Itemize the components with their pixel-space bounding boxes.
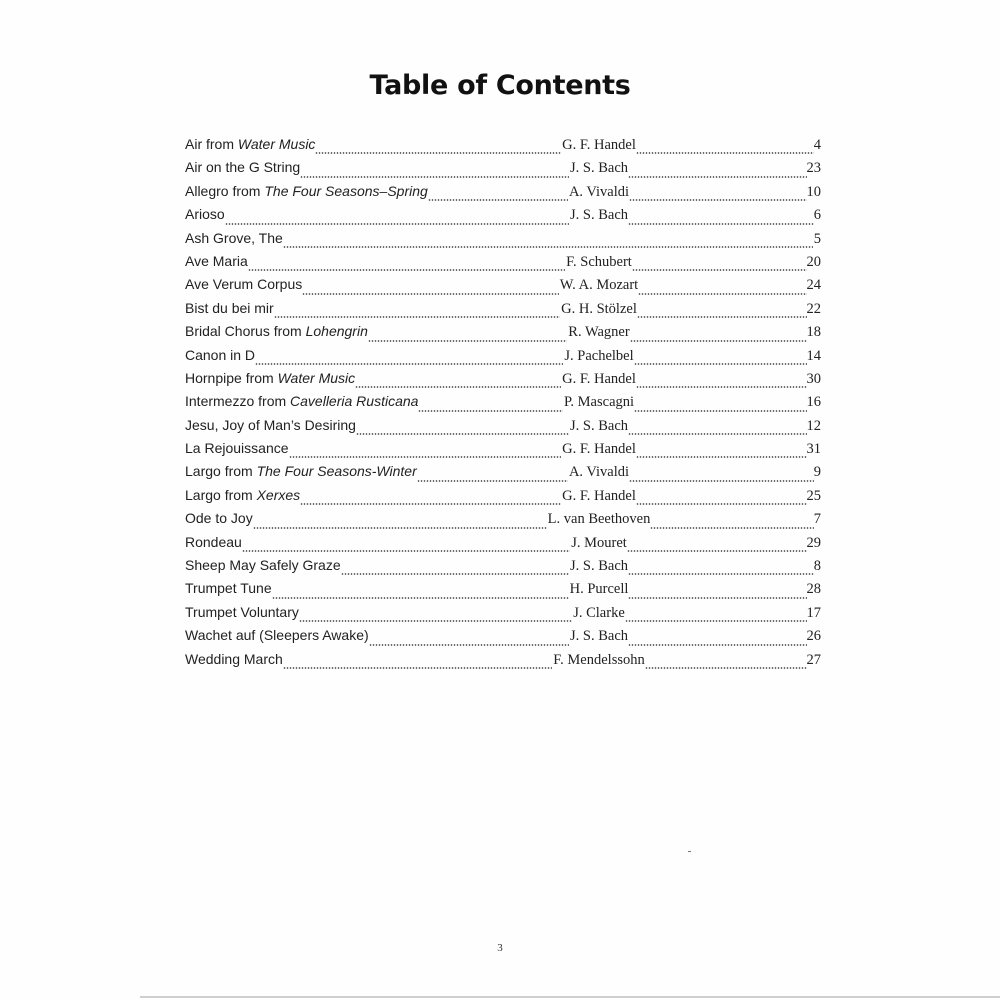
toc-entry xyxy=(185,183,821,206)
toc-page-number: 17 xyxy=(806,604,821,621)
dot-leader xyxy=(272,597,569,599)
toc-piece-title xyxy=(185,206,225,222)
toc-piece-title xyxy=(185,230,283,246)
toc-piece-title xyxy=(185,393,418,409)
toc-piece-title-text: Allegro from xyxy=(185,182,265,199)
toc-piece-title-text: Wedding March xyxy=(185,650,283,667)
dot-leader xyxy=(628,176,807,178)
dot-leader xyxy=(636,503,807,505)
toc-composer: F. Mendelssohn xyxy=(553,651,645,668)
toc-piece-title-italic: Cavelleria Rusticana xyxy=(290,393,419,410)
toc-piece-title-text: Largo from xyxy=(185,463,257,480)
dot-leader xyxy=(628,644,807,646)
toc-entry xyxy=(185,159,821,182)
dot-leader xyxy=(625,620,807,622)
toc-composer: R. Wagner xyxy=(568,324,630,341)
toc-piece-title xyxy=(185,417,356,433)
dot-leader xyxy=(253,527,547,529)
dot-leader xyxy=(369,644,569,646)
toc-page-number: 23 xyxy=(806,160,821,177)
toc-page-number: 20 xyxy=(806,253,821,270)
dot-leader xyxy=(300,176,569,178)
dot-leader xyxy=(417,480,568,482)
toc-composer: F. Schubert xyxy=(566,253,632,270)
toc-composer: G. H. Stölzel xyxy=(561,300,637,317)
toc-piece-title-italic: Lohengrin xyxy=(305,323,368,340)
dot-leader xyxy=(356,433,569,435)
toc-composer: G. F. Handel xyxy=(562,441,636,458)
dot-leader xyxy=(355,386,561,388)
toc-entry xyxy=(185,206,821,229)
toc-piece-title xyxy=(185,136,315,152)
toc-composer: J. Clarke xyxy=(573,604,625,621)
toc-page-number: 28 xyxy=(806,581,821,598)
toc-piece-title-text: Rondeau xyxy=(185,533,242,550)
toc-piece-title xyxy=(185,627,369,643)
toc-piece-title xyxy=(185,183,428,199)
toc-page-number: 4 xyxy=(813,137,821,153)
toc-entry xyxy=(185,347,821,370)
toc-piece-title xyxy=(185,159,300,175)
toc-piece-title xyxy=(185,253,248,269)
toc-piece-title-italic: The Four Seasons–Spring xyxy=(264,182,428,199)
toc-entry xyxy=(185,417,821,440)
dot-leader xyxy=(299,620,572,622)
dot-leader xyxy=(418,410,563,412)
toc-composer: J. Mouret xyxy=(571,534,627,551)
toc-piece-title-text: Jesu, Joy of Man’s Desiring xyxy=(185,416,356,433)
toc-page-number: 24 xyxy=(806,277,821,294)
dot-leader xyxy=(283,246,813,248)
toc-piece-title-text: Air from xyxy=(185,136,238,152)
toc-page-number: 5 xyxy=(813,230,821,247)
toc-page-number: 25 xyxy=(806,487,821,504)
page-number: 3 xyxy=(497,942,503,954)
toc-composer: G. F. Handel xyxy=(562,137,636,153)
dot-leader xyxy=(628,223,814,225)
toc-entry xyxy=(185,440,821,463)
toc-composer: J. Pachelbel xyxy=(564,347,634,364)
toc-piece-title-italic: Xerxes xyxy=(256,486,301,503)
toc-piece-title xyxy=(185,347,255,363)
toc-piece-title-text: Ave Maria xyxy=(185,252,248,269)
toc-entry xyxy=(185,370,821,393)
toc-entry xyxy=(185,487,821,510)
toc-piece-title-text: Bist du bei mir xyxy=(185,299,274,316)
dot-leader xyxy=(274,316,560,318)
toc-piece-title-text: Trumpet Voluntary xyxy=(185,603,299,620)
toc-piece-title-text: La Rejouissance xyxy=(185,440,289,457)
dot-leader xyxy=(630,340,807,342)
toc-entry xyxy=(185,510,821,533)
toc-page-number: 6 xyxy=(813,207,821,224)
toc-entry xyxy=(185,463,821,486)
toc-page-number: 27 xyxy=(806,651,821,668)
toc-piece-title-italic: Water Music xyxy=(237,136,316,152)
toc-piece-title-text: Sheep May Safely Graze xyxy=(185,557,341,574)
toc-entry xyxy=(185,580,821,603)
toc-composer: G. F. Handel xyxy=(562,487,636,504)
toc-piece-title xyxy=(185,463,417,479)
toc-piece-title-text: Canon in D xyxy=(185,346,256,363)
dot-leader xyxy=(629,480,814,482)
toc-piece-title-text: Ash Grove, The xyxy=(185,229,283,246)
dot-leader xyxy=(315,152,561,154)
dot-leader xyxy=(645,667,807,669)
dot-leader xyxy=(636,386,807,388)
scan-edge xyxy=(140,996,1000,998)
toc-entry xyxy=(185,300,821,323)
dot-leader xyxy=(650,527,813,529)
toc-entry xyxy=(185,534,821,557)
toc-piece-title-text: Ode to Joy xyxy=(185,510,253,527)
toc-piece-title xyxy=(185,651,283,667)
toc-piece-title-text: Air on the G String xyxy=(185,159,301,176)
toc-piece-title-text: Bridal Chorus from xyxy=(185,323,306,340)
toc-piece-title xyxy=(185,534,242,550)
toc-composer: J. S. Bach xyxy=(570,558,628,575)
dot-leader xyxy=(628,433,807,435)
dot-leader xyxy=(341,573,569,575)
toc-piece-title-text: Largo from xyxy=(185,486,257,503)
toc-composer: J. S. Bach xyxy=(570,207,628,224)
dot-leader xyxy=(255,363,563,365)
toc-page-number: 7 xyxy=(813,511,821,528)
toc-composer: H. Purcell xyxy=(569,581,629,598)
toc-page-number: 10 xyxy=(806,183,821,200)
toc-piece-title xyxy=(185,557,341,573)
toc-piece-title xyxy=(185,370,355,386)
toc-composer: L. van Beethoven xyxy=(547,511,651,528)
toc-page-number: 31 xyxy=(806,441,821,458)
toc-piece-title xyxy=(185,487,300,503)
toc-piece-title-text: Intermezzo from xyxy=(185,393,291,410)
dot-leader xyxy=(283,667,552,669)
toc-piece-title xyxy=(185,276,302,292)
toc-piece-title xyxy=(185,440,289,456)
toc-piece-title-text: Ave Verum Corpus xyxy=(185,276,303,293)
toc-entry xyxy=(185,136,821,159)
dot-leader xyxy=(627,550,807,552)
toc-page-number: 26 xyxy=(806,628,821,645)
toc-composer: G. F. Handel xyxy=(562,370,636,387)
dot-leader xyxy=(242,550,570,552)
dot-leader xyxy=(368,340,567,342)
toc-piece-title-text: Arioso xyxy=(185,206,225,223)
toc-page-number: 9 xyxy=(813,464,821,481)
toc-entry xyxy=(185,253,821,276)
toc-page-number: 29 xyxy=(806,534,821,551)
toc-page-number: 12 xyxy=(806,417,821,434)
toc-piece-title xyxy=(185,510,253,526)
dot-leader xyxy=(629,199,806,201)
toc-composer: W. A. Mozart xyxy=(559,277,639,294)
toc-page-number: 22 xyxy=(806,300,821,317)
toc-piece-title-italic: The Four Seasons-Winter xyxy=(256,463,417,480)
toc-composer: A. Vivaldi xyxy=(568,183,630,200)
toc-piece-title xyxy=(185,580,272,596)
toc-page-number: 14 xyxy=(806,347,821,364)
toc-entry xyxy=(185,276,821,299)
page-title: Table of Contents xyxy=(369,70,631,101)
dot-leader xyxy=(634,363,807,365)
toc-composer: P. Mascagni xyxy=(563,394,635,411)
dot-leader xyxy=(628,573,814,575)
toc-entry xyxy=(185,651,821,674)
toc-entry xyxy=(185,230,821,253)
dot-leader xyxy=(632,269,807,271)
dot-leader xyxy=(225,223,569,225)
toc-entry xyxy=(185,323,821,346)
dot-leader xyxy=(628,597,806,599)
toc-entry xyxy=(185,393,821,416)
toc-composer: J. S. Bach xyxy=(570,160,628,177)
toc-piece-title-text: Trumpet Tune xyxy=(185,580,272,597)
dot-leader xyxy=(302,293,559,295)
toc-composer: J. S. Bach xyxy=(570,417,628,434)
toc-entry xyxy=(185,627,821,650)
toc-entry xyxy=(185,557,821,580)
table-of-contents xyxy=(185,136,821,674)
dot-leader xyxy=(637,316,807,318)
dot-leader xyxy=(634,410,806,412)
toc-composer: J. S. Bach xyxy=(570,628,628,645)
toc-composer: A. Vivaldi xyxy=(568,464,630,481)
dot-leader xyxy=(636,152,814,154)
toc-piece-title-italic: Water Music xyxy=(277,369,356,386)
toc-piece-title-text: Wachet auf (Sleepers Awake) xyxy=(185,627,369,644)
toc-page-number: 18 xyxy=(806,324,821,341)
dot-leader xyxy=(300,503,561,505)
dot-leader xyxy=(248,269,565,271)
toc-entry xyxy=(185,604,821,627)
dot-leader xyxy=(636,456,807,458)
toc-piece-title xyxy=(185,323,368,339)
toc-page-number: 8 xyxy=(813,558,821,575)
toc-piece-title-text: Hornpipe from xyxy=(185,369,278,386)
toc-page-number: 30 xyxy=(806,370,821,387)
toc-piece-title xyxy=(185,604,299,620)
dot-leader xyxy=(289,456,562,458)
dot-leader xyxy=(428,199,568,201)
scan-speck xyxy=(688,851,691,852)
toc-page-number: 16 xyxy=(806,394,821,411)
dot-leader xyxy=(638,293,806,295)
toc-piece-title xyxy=(185,300,274,316)
